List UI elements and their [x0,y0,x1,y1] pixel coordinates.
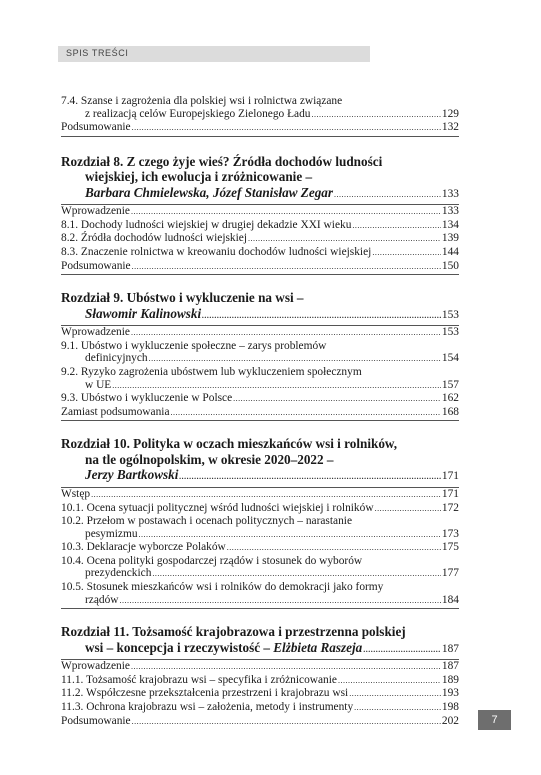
chapter-title-line: na tle ogólnopolskim, w okresie 2020–2022 – [85,451,334,467]
leader-dots [149,352,441,366]
toc-entry [61,674,459,688]
chapter-title-line: wiejskiej, ich ewolucja i zróżnicowanie – [85,169,313,185]
toc-page-number: 144 [441,246,459,259]
toc-entry-text: Podsumowanie [61,714,131,727]
leader-dots [375,502,441,516]
toc-page-number: 133 [441,187,459,200]
leader-dots [120,594,441,608]
leader-dots [152,567,440,581]
leader-dots [248,232,441,246]
toc-entry-text: 8.3. Znaczenie rolnictwa w kreowaniu dochodów ludności wiejskiej [61,246,372,259]
toc-page-number: 153 [441,326,459,339]
toc-entry-9-2 [61,366,459,392]
chapter-10-author [61,467,459,487]
toc-entry [61,219,459,233]
toc-page-number: 187 [441,660,459,673]
toc-entry-text: 10.3. Deklaracje wyborcze Polaków [61,541,226,554]
toc-page-number: 157 [441,378,459,391]
toc-entry-text: Podsumowanie [61,259,131,272]
leader-dots [131,326,441,340]
toc-page-number: 162 [441,392,459,405]
chapter-title-text: wsi – koncepcja i rzeczywistość – [85,639,270,655]
toc-page-number: 133 [441,205,459,218]
toc-page-number: 150 [441,259,459,272]
toc-entry-text: 10.2. Przełom w postawach i ocenach politycznych – narastanie [61,515,352,528]
toc-page-number: 132 [441,121,459,134]
toc-entry-text: 10.1. Ocena sytuacji politycznej wśród ludności wiejskiej i rolników [61,501,374,514]
toc-entry [61,715,459,729]
author-name: Jerzy Bartkowski [85,467,179,483]
toc-page-number: 193 [441,687,459,700]
toc-entry-text: Wprowadzenie [61,326,130,339]
toc-entry [61,260,459,275]
toc-entry-10-4 [61,555,459,581]
chapter-9-block [61,306,459,327]
leader-dots [227,541,441,555]
chapter-11-block [61,640,459,661]
header-bar [58,46,370,62]
toc-entry [61,246,459,260]
toc-entry-text: 9.3. Ubóstwo i wykluczenie w Polsce [61,392,233,405]
leader-dots [349,687,441,701]
toc-page-number: 202 [441,714,459,727]
author-name: Barbara Chmielewska, Józef Stanisław Zegar [85,184,334,200]
leader-dots [131,205,441,219]
toc-entry-text: 11.2. Współczesne przekształcenia przestrzeni i krajobrazu wsi [61,687,349,700]
toc-block-7 [61,95,459,137]
toc-page-number: 139 [441,232,459,245]
leader-dots [131,660,441,674]
chapter-10-title [61,436,459,467]
toc-page-number: 173 [441,527,459,540]
toc-entry-9-1 [61,340,459,366]
chapter-title-line: Rozdział 9. Ubóstwo i wykluczenie na wsi – [61,290,304,306]
toc-entry-text: Wstęp [61,487,91,500]
leader-dots [202,306,441,324]
toc-entry-text: pesymizmu [85,527,138,540]
toc-entry-text: Wprowadzenie [61,660,130,673]
toc-page-number: 153 [441,308,459,321]
toc-entry [61,502,459,516]
toc-page-number: 129 [441,107,459,120]
leader-dots [334,185,441,203]
chapter-title-line: Rozdział 11. Tożsamość krajobrazowa i przestrzenna polskiej [61,624,406,640]
toc-entry [61,232,459,246]
header-label: SPIS TREŚCI [66,48,129,58]
leader-dots [338,674,441,688]
toc-entry-text: 9.2. Ryzyko zagrożenia ubóstwem lub wykluczeniem społecznym [61,366,362,379]
leader-dots [132,715,441,729]
toc-entry [61,406,459,421]
toc-entry [61,392,459,406]
toc-entry [61,701,459,715]
chapter-9-title [61,290,459,306]
toc-entry [61,205,459,219]
chapter-9-entries [61,326,459,421]
toc-entry-text: prezydenckich [85,567,152,580]
toc-page-number: 171 [441,487,459,500]
toc-page-number: 134 [441,218,459,231]
chapter-10-entries [61,488,459,609]
leader-dots [91,488,441,502]
toc-entry-summary [61,121,459,135]
toc-page-number: 184 [441,593,459,606]
leader-dots [179,467,440,485]
chapter-8-entries [61,205,459,275]
toc-entry-text: z realizacją celów Europejskiego Zielonego Ładu [85,107,311,120]
toc-entry-text: 11.1. Tożsamość krajobrazu wsi – specyfika i zróżnicowanie [61,673,337,686]
leader-dots [352,219,441,233]
toc-entry-text: Zamiast podsumowania [61,405,170,418]
chapter-11-title [61,624,459,640]
leader-dots [132,121,441,135]
toc-entry-7-4 [61,95,459,121]
chapter-title-line: Rozdział 8. Z czego żyje wieś? Źródła dochodów ludności [61,153,383,169]
leader-dots [372,246,441,260]
toc-entry [61,488,459,502]
toc-entry-text: rządów [85,593,119,606]
toc-page-number: 171 [441,470,459,483]
toc-page-number: 177 [441,567,459,580]
toc-page-number: 172 [441,501,459,514]
toc-entry-text: 8.1. Dochody ludności wiejskiej w drugiej dekadzie XXI wieku [61,218,352,231]
toc-page-number: 154 [441,352,459,365]
chapter-8-title [61,154,459,185]
toc-entry-text: w UE [85,378,112,391]
chapter-11-entries [61,660,459,728]
leader-dots [233,392,441,406]
toc-entry [61,687,459,701]
chapter-11-author-line [61,640,459,660]
author-name: Elżbieta Raszeja [273,639,363,655]
toc-page-number: 189 [441,673,459,686]
toc-entry-text: 10.4. Ocena polityki gospodarczej rządów i stosunek do wyborów [61,554,363,567]
toc-entry-text: 9.1. Ubóstwo i wykluczenie społeczne – zarys problemów [61,339,327,352]
toc-entry-text: Wprowadzenie [61,205,130,218]
page-number: 7 [478,710,511,730]
toc-entry-10-5 [61,581,459,608]
toc-entry-10-2 [61,515,459,541]
toc-entry [61,326,459,340]
toc-page-number: 187 [441,642,459,655]
table-of-contents [61,95,459,728]
toc-entry-text: Podsumowanie [61,121,131,134]
leader-dots [132,260,441,274]
leader-dots [363,640,441,658]
chapter-title-line: Rozdział 10. Polityka w oczach mieszkańców wsi i rolników, [61,436,398,452]
toc-entry-text: 7.4. Szanse i zagrożenia dla polskiej wsi i rolnictwa związane [61,95,343,107]
chapter-8-author [61,185,459,205]
toc-entry-text: definicyjnych [85,352,148,365]
chapter-title-line [85,640,362,656]
leader-dots [312,108,441,122]
chapter-9-author [61,306,459,326]
toc-page-number: 168 [441,405,459,418]
toc-entry-text: 11.3. Ochrona krajobrazu wsi – założenia, metody i instrumenty [61,701,354,714]
leader-dots [139,528,441,542]
author-name: Sławomir Kalinowski [85,305,202,321]
toc-page-number: 198 [441,701,459,714]
toc-entry [61,541,459,555]
chapter-10-block [61,467,459,488]
leader-dots [354,701,441,715]
chapter-8-block [61,185,459,206]
leader-dots [171,406,441,420]
toc-entry-text: 10.5. Stosunek mieszkańców wsi i rolników do demokracji jako formy [61,581,384,594]
toc-page-number: 175 [441,541,459,554]
toc-entry [61,660,459,674]
toc-entry-text: 8.2. Źródła dochodów ludności wiejskiej [61,232,248,245]
leader-dots [112,379,441,393]
